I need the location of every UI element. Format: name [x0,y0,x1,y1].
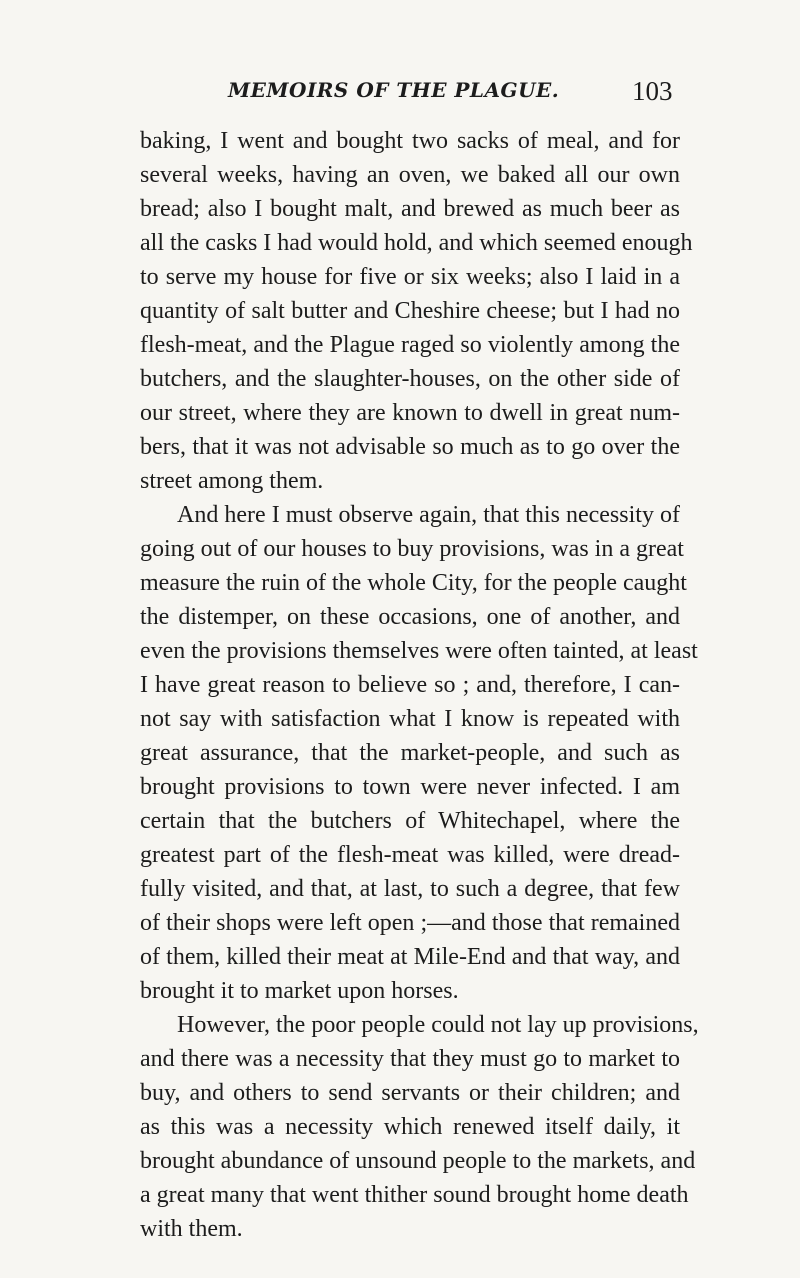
text-line: certain that the butchers of Whitechapel, where the [140,808,680,834]
text-line: and there was a necessity that they must go to market to [140,1046,680,1072]
text-line: quantity of salt butter and Cheshire cheese; but I had no [140,298,680,324]
text-line: the distemper, on these occasions, one of another, and [140,604,680,630]
text-line: going out of our houses to buy provisions, was in a great [140,536,684,562]
text-line: great assurance, that the market-people, and such as [140,740,680,766]
text-line: flesh-meat, and the Plague raged so violently among the [140,332,680,358]
text-line: several weeks, having an oven, we baked all our own [140,162,680,188]
page-number: 103 [632,76,673,106]
text-line: fully visited, and that, at last, to such a degree, that few [140,876,680,902]
text-line: with them. [140,1216,243,1242]
text-line: buy, and others to send servants or their children; and [140,1080,680,1106]
text-line: all the casks I had would hold, and which seemed enough [140,230,693,256]
text-line: brought abundance of unsound people to the markets, and [140,1148,696,1174]
running-title: MEMOIRS OF THE PLAGUE. [228,78,560,102]
text-line: butchers, and the slaughter-houses, on the other side of [140,366,680,392]
text-line: our street, where they are known to dwell in great num- [140,400,680,426]
text-line: to serve my house for five or six weeks; also I laid in a [140,264,680,290]
text-line: I have great reason to believe so ; and, therefore, I can- [140,672,680,698]
text-line: of them, killed their meat at Mile-End and that way, and [140,944,680,970]
text-line: of their shops were left open ;—and those that remained [140,910,680,936]
text-line: However, the poor people could not lay up provisions, [177,1012,699,1038]
text-line: bers, that it was not advisable so much as to go over the [140,434,680,460]
text-line: brought it to market upon horses. [140,978,459,1004]
text-line: greatest part of the flesh-meat was killed, were dread- [140,842,680,868]
text-line: bread; also I bought malt, and brewed as much beer as [140,196,680,222]
text-line: baking, I went and bought two sacks of meal, and for [140,128,680,154]
text-line: as this was a necessity which renewed itself daily, it [140,1114,680,1140]
text-line: even the provisions themselves were often tainted, at least [140,638,698,664]
text-line: measure the ruin of the whole City, for the people caught [140,570,687,596]
text-line: not say with satisfaction what I know is repeated with [140,706,680,732]
text-line: a great many that went thither sound brought home death [140,1182,689,1208]
text-line: brought provisions to town were never infected. I am [140,774,680,800]
text-line: And here I must observe again, that this necessity of [177,502,680,528]
text-line: street among them. [140,468,324,494]
